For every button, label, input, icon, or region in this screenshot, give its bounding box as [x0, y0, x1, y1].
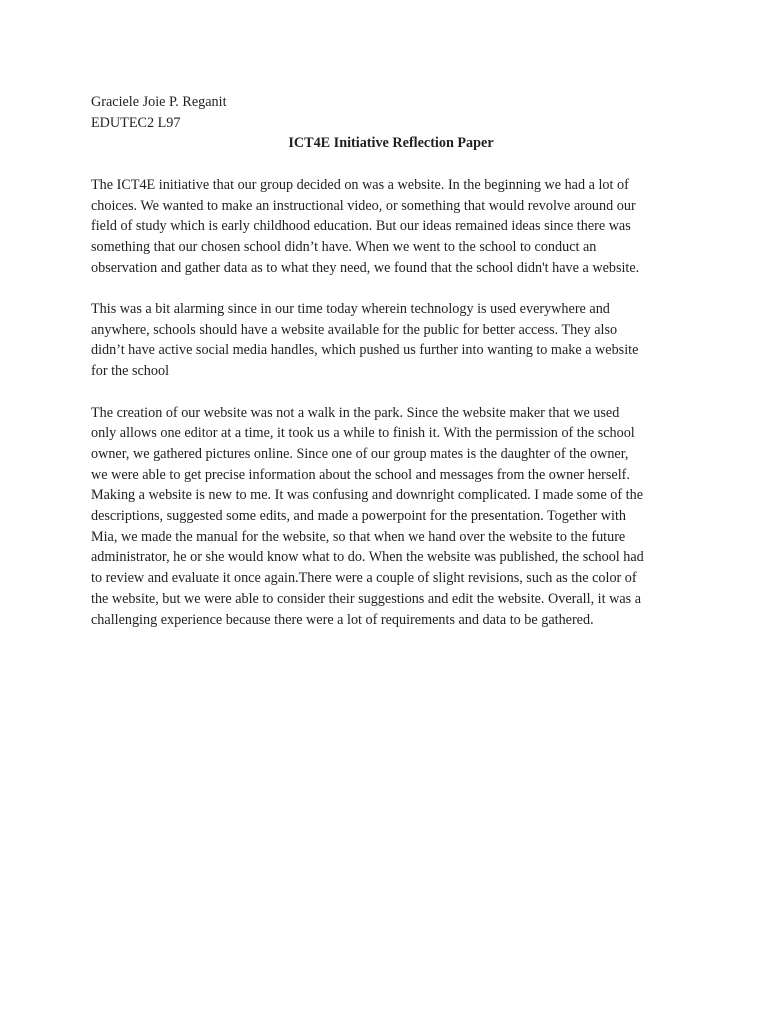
paragraph-line: only allows one editor at a time, it took us a while to finish it. With the permission of the school — [91, 425, 635, 442]
paragraph-line: challenging experience because there were a lot of requirements and data to be gathered. — [91, 611, 594, 628]
paragraph-line: choices. We wanted to make an instructional video, or something that would revolve around our — [91, 197, 636, 214]
paragraph-line: field of study which is early childhood education. But our ideas remained ideas since there was — [91, 218, 631, 235]
paragraph-line: This was a bit alarming since in our time today wherein technology is used everywhere and — [91, 301, 610, 317]
paragraph-line: something that our chosen school didn’t have. When we went to the school to conduct an — [91, 238, 597, 255]
paragraph-line: descriptions, suggested some edits, and made a powerpoint for the presentation. Together with — [91, 508, 626, 525]
document-title: ICT4E Initiative Reflection Paper — [288, 135, 494, 152]
paragraph-1 — [91, 175, 691, 279]
paragraph-2 — [91, 299, 691, 382]
paragraph-line: The creation of our website was not a walk in the park. Since the website maker that we used — [91, 404, 620, 421]
paragraph-line: to review and evaluate it once again.There were a couple of slight revisions, such as the color of — [91, 570, 637, 587]
author-name: Graciele Joie P. Reganit — [91, 94, 227, 110]
paragraph-line: the website, but we were able to consider their suggestions and edit the website. Overall, it was a — [91, 590, 642, 607]
course-code: EDUTEC2 L97 — [91, 114, 181, 131]
paragraph-line: observation and gather data as to what they need, we found that the school didn't have a website. — [91, 259, 640, 276]
paragraph-line: anywhere, schools should have a website available for the public for better access. They also — [91, 321, 618, 338]
document-body — [91, 92, 691, 651]
paragraph-line: administrator, he or she would know what to do. When the website was published, the school had — [91, 549, 644, 566]
paragraph-3 — [91, 403, 691, 631]
paragraph-line: didn’t have active social media handles, which pushed us further into wanting to make a website — [91, 342, 639, 359]
paragraph-line: Mia, we made the manual for the website, so that when we hand over the website to the future — [91, 528, 626, 545]
paragraph-line: owner, we gathered pictures online. Since one of our group mates is the daughter of the owner, — [91, 445, 629, 462]
paragraph-line: for the school — [91, 363, 170, 380]
paragraph-line: The ICT4E initiative that our group decided on was a website. In the beginning we had a lot of — [91, 176, 629, 193]
paragraph-line: Making a website is new to me. It was confusing and downright complicated. I made some of the — [91, 487, 643, 504]
paragraph-line: we were able to get precise information about the school and messages from the owner herself. — [91, 466, 630, 483]
